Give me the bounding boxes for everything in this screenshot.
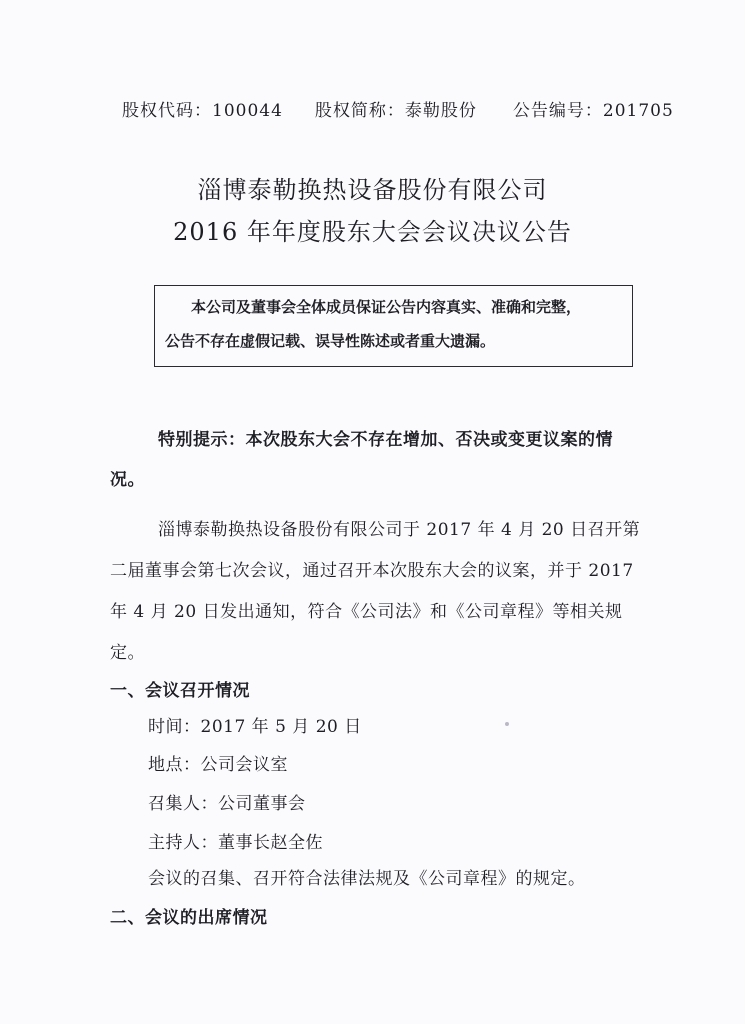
stock-code: 股权代码：100044: [122, 101, 283, 121]
meeting-host: 主持人：董事长赵全佐: [148, 833, 323, 853]
stock-short-name: 股权简称：泰勒股份: [314, 101, 477, 121]
intro-line-3: 年 4 月 20 日发出通知，符合《公司法》和《公司章程》等相关规: [110, 602, 623, 622]
disclaimer-line-1: 本公司及董事会全体成员保证公告内容真实、准确和完整，: [191, 298, 582, 316]
meeting-location: 地点：公司会议室: [148, 755, 288, 775]
meeting-time: 时间：2017 年 5 月 20 日: [148, 717, 362, 737]
intro-line-4: 定。: [110, 643, 145, 663]
company-name-title: 淄博泰勒换热设备股份有限公司: [197, 176, 548, 204]
meeting-convener: 召集人：公司董事会: [148, 794, 306, 814]
disclaimer-line-2: 公告不存在虚假记载、误导性陈述或者重大遗漏。: [165, 332, 496, 350]
section-heading-attendance: 二、会议的出席情况: [110, 908, 268, 928]
announcement-number: 公告编号：201705: [512, 101, 674, 121]
intro-line-1: 淄博泰勒换热设备股份有限公司于 2017 年 4 月 20 日召开第: [158, 520, 641, 540]
disclaimer-box: [154, 285, 633, 367]
section-heading-meeting: 一、会议召开情况: [110, 681, 250, 701]
scan-speck: [505, 722, 509, 726]
meeting-compliance: 会议的召集、召开符合法律法规及《公司章程》的规定。: [148, 869, 586, 889]
announcement-header: [122, 96, 682, 121]
special-tip-line-1: 特别提示：本次股东大会不存在增加、否决或变更议案的情: [158, 430, 613, 450]
announcement-title: 2016 年年度股东大会会议决议公告: [173, 218, 572, 246]
special-tip-line-2: 况。: [110, 470, 145, 490]
intro-line-2: 二届董事会第七次会议，通过召开本次股东大会的议案，并于 2017: [110, 561, 634, 581]
